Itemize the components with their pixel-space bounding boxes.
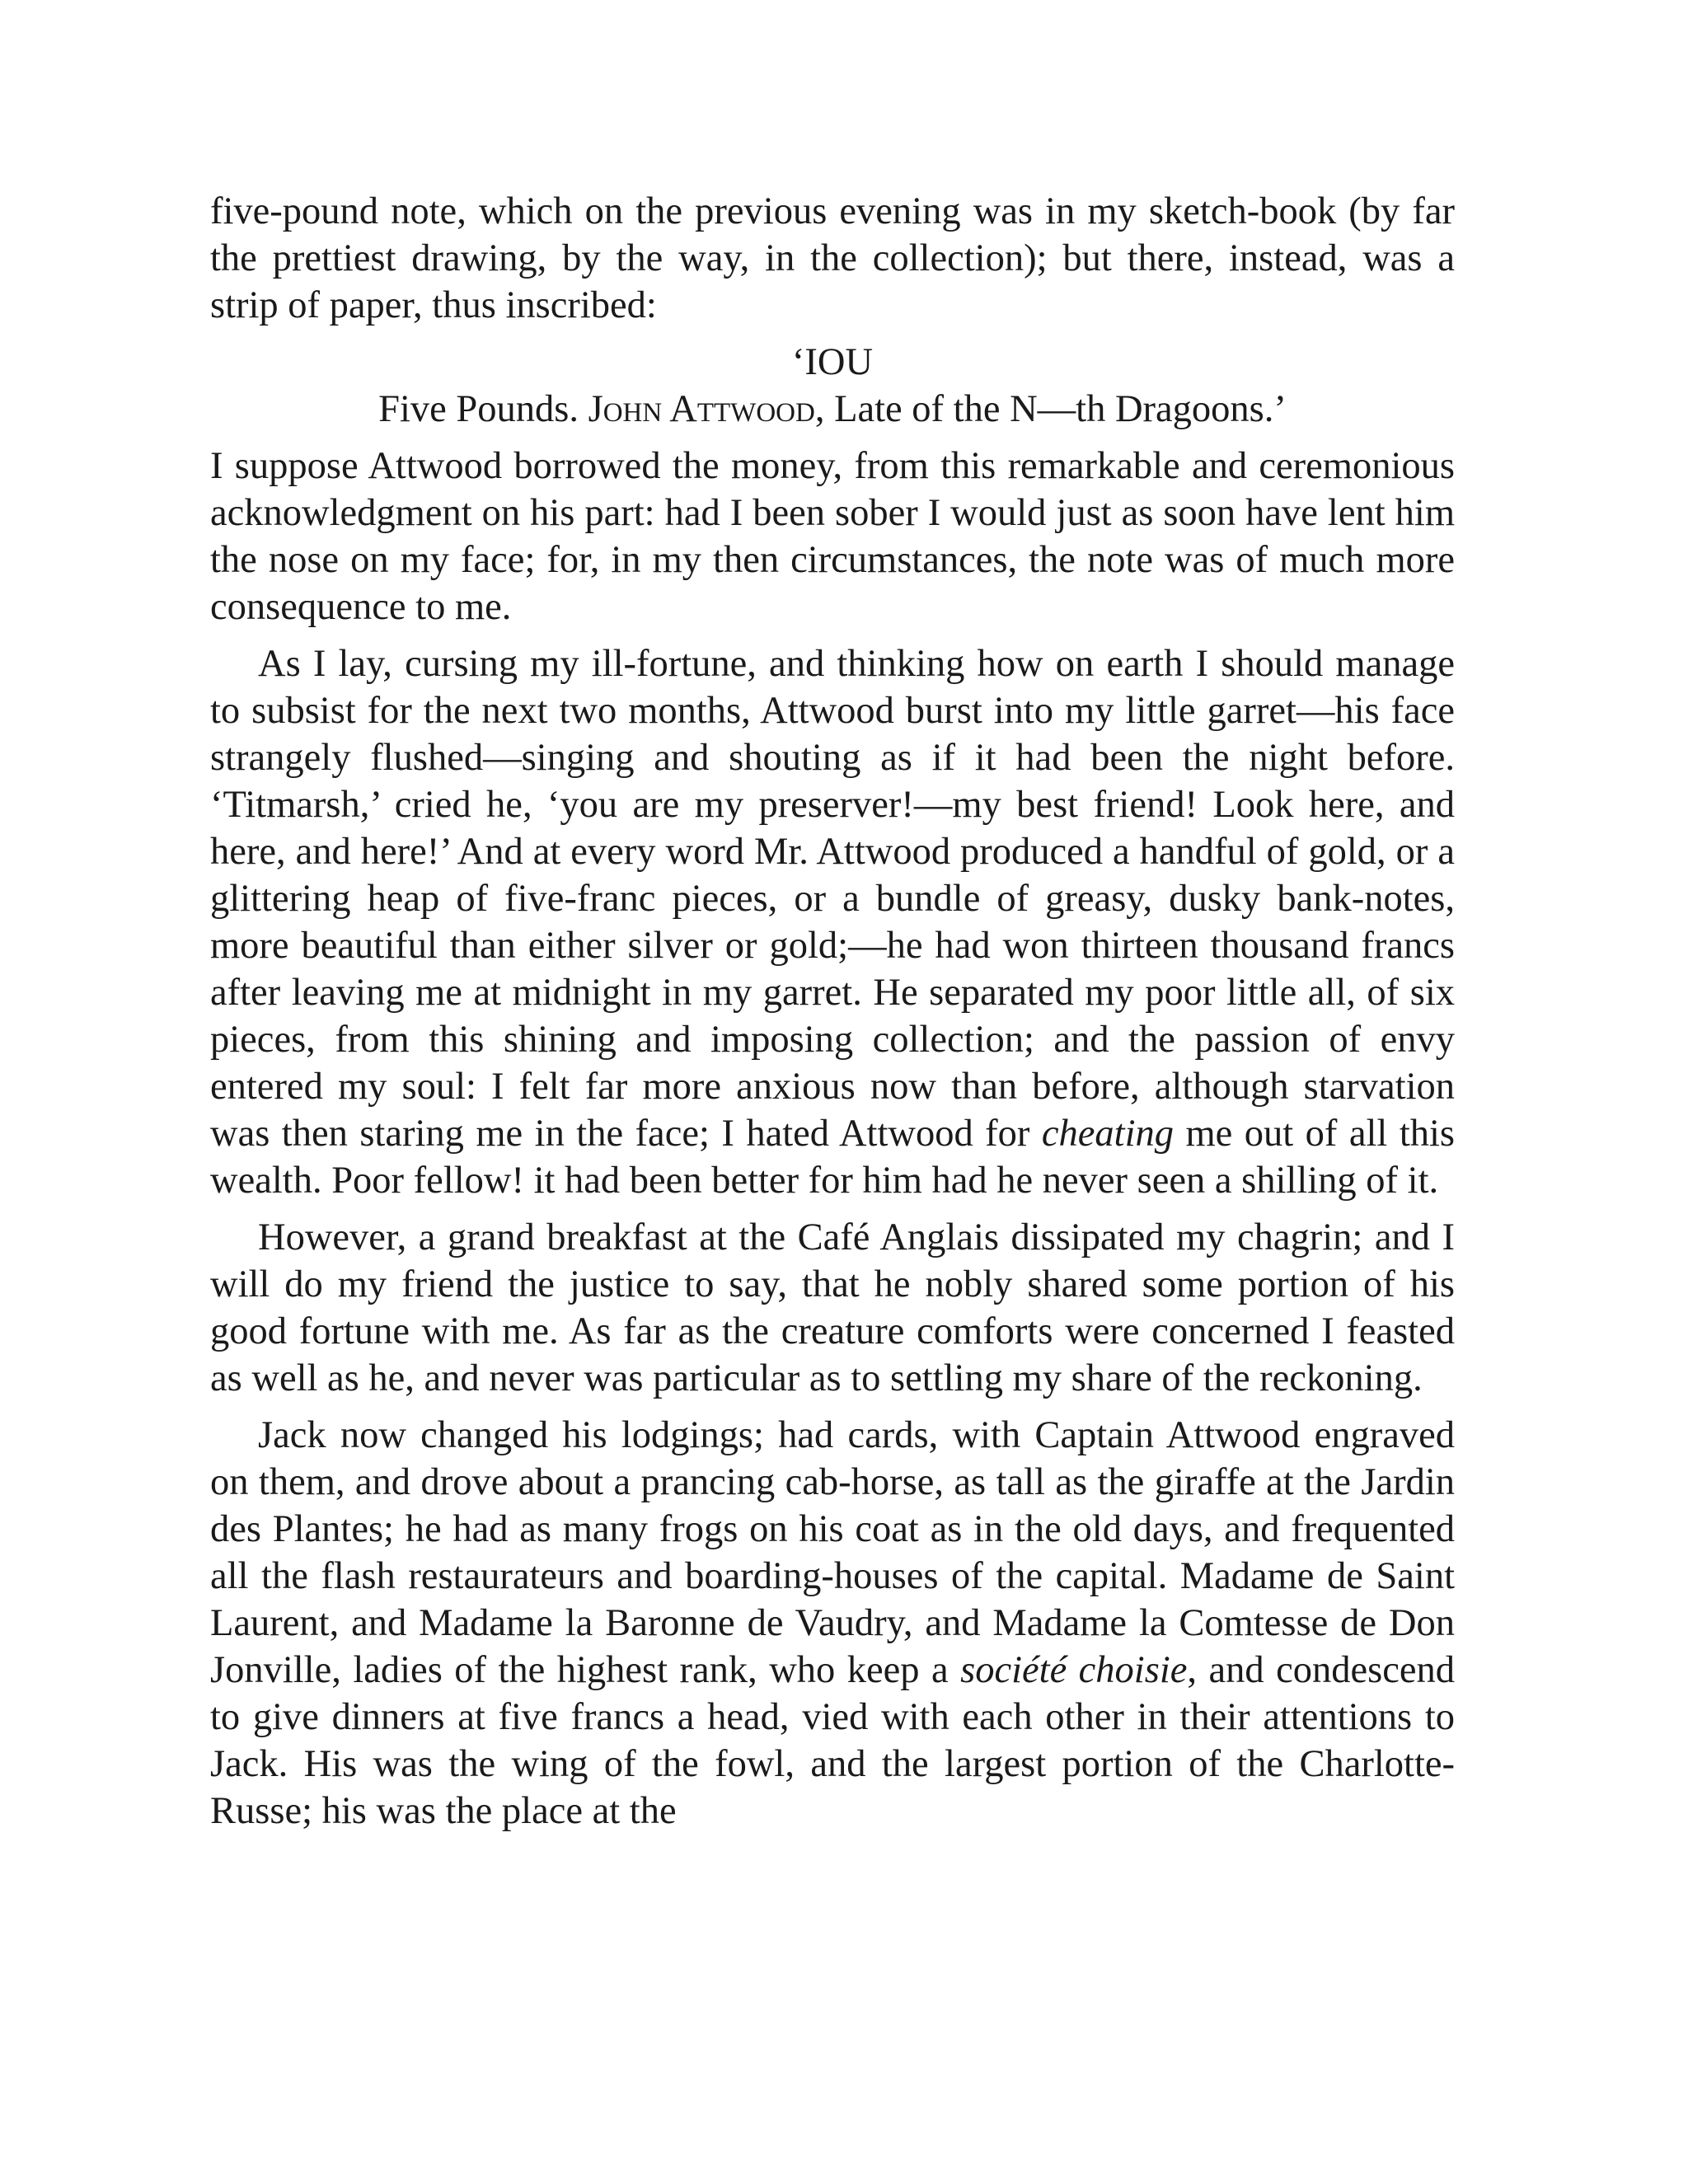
paragraph-breakfast [210,1214,1455,1402]
iou-amount: Five Pounds. [378,388,588,430]
paragraph-borrowed [210,443,1455,630]
iou-regiment: , Late of the N—th Dragoons.’ [814,388,1287,430]
book-page [210,188,1455,1835]
iou-signature: John Attwood [588,388,815,430]
paragraph-text: me out of all this wealth. Poor fellow! it had been better for him had he never seen a shilling of it. [210,1113,1456,1202]
iou-note [210,339,1455,433]
paragraph-text: Jack now changed his lodgings; had cards, with Captain Attwood engraved on them, and drove about a prancing cab-horse, as tall as the giraffe at the Jardin des Plantes; he had as many frogs on his coat as in the old days, and frequented all the flash restaurateurs and boarding-houses of the capital. Madame de Saint Laurent, and Madame la Baronne de Vaudry, and Madame la Comtesse de Don Jonville, ladies of the highest rank, who keep a [210,1414,1455,1691]
paragraph-lodgings [210,1412,1455,1835]
paragraph-text: As I lay, cursing my ill-fortune, and thinking how on earth I should manage to subsist for the next two months, Attwood burst into my little garret—his face strangely flushed—singing and shouting as if it had been the night before. ‘Titmarsh,’ cried he, ‘you are my preserver!—my best friend! Look here, and here, and here!’ And at every word Mr. Attwood produced a handful of gold, or a glittering heap of five-franc pieces, or a bundle of greasy, dusky bank-notes, more beautiful than either silver or gold;—he had won thirteen thousand francs after leaving me at midnight in my garret. He separated my poor little all, of six pieces, from this shining and imposing collection; and the passion of envy entered my soul: I felt far more anxious now than before, although starvation was then staring me in the face; I hated Attwood for [210,643,1455,1155]
paragraph-text: I suppose Attwood borrowed the money, from this remarkable and ceremonious acknowledgment on his part: had I been sober I would just as soon have lent him the nose on my face; for, in my then circumstances, the note was of much more consequence to me. [210,445,1455,628]
iou-amount-line [210,386,1455,433]
paragraph-opening [210,188,1455,329]
paragraph-text: However, a grand breakfast at the Café Anglais dissipated my chagrin; and I will do my friend the justice to say, that he nobly shared some portion of his good fortune with me. As far as the creature comforts were concerned I feasted as well as he, and never was particular as to settling my share of the reckoning. [210,1216,1455,1399]
paragraph-garret [210,640,1455,1204]
emphasis-text: cheating [1041,1113,1174,1155]
emphasis-text: société choisie [960,1649,1188,1691]
paragraph-text: five-pound note, which on the previous evening was in my sketch-book (by far the prettiest drawing, by the way, in the collection); but there, instead, was a strip of paper, thus inscribed: [210,190,1455,326]
iou-heading: ‘IOU [791,341,874,383]
paragraph-text: , and condescend to give dinners at five francs a head, vied with each other in their attentions to Jack. His was the wing of the fowl, and the largest portion of the Charlotte-Russe; his was the place at the [210,1649,1455,1832]
